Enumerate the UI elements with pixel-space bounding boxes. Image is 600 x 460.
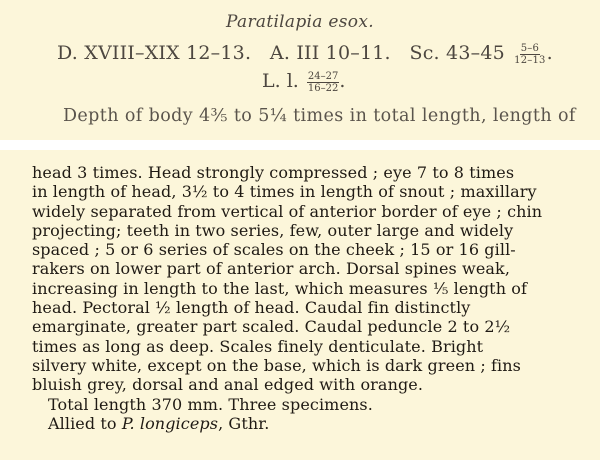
allied-suffix: , Gthr. — [218, 413, 270, 433]
lateral-line-label: L. l. — [262, 70, 299, 92]
text-line: increasing in length to the last, which measures ⅕ length of — [32, 278, 528, 298]
description-text — [32, 163, 582, 433]
text-line: emarginate, greater part scaled. Caudal peduncle 2 to 2½ — [32, 317, 511, 337]
lateral-line-fraction — [307, 71, 339, 94]
scales-fraction-denominator: 12–13 — [514, 54, 546, 66]
text-line: silvery white, except on the base, which is dark green ; fins — [32, 355, 521, 375]
text-line: projecting; teeth in two series, few, outer large and widely — [32, 220, 514, 240]
scales-fraction — [513, 43, 546, 66]
anal-formula: A. III 10–11. — [269, 42, 391, 64]
text-line: bluish grey, dorsal and anal edged with orange. — [32, 375, 424, 395]
ll-fraction-numerator: 24–27 — [307, 70, 339, 82]
text-line: head. Pectoral ½ length of head. Caudal fin distinctly — [32, 298, 471, 318]
depth-line: Depth of body 4⅗ to 5¼ times in total length, length of — [63, 106, 576, 126]
ll-fraction-denominator: 16–22 — [307, 82, 339, 94]
total-length-line: Total length 370 mm. Three specimens. — [48, 394, 373, 414]
lateral-line-formula — [262, 70, 345, 94]
text-line: head 3 times. Head strongly compressed ; eye 7 to 8 times — [32, 163, 515, 182]
text-line: widely separated from vertical of anterior border of eye ; chin — [32, 201, 543, 221]
text-line: spaced ; 5 or 6 series of scales on the cheek ; 15 or 16 gill- — [32, 240, 516, 260]
allied-line — [32, 414, 582, 433]
scales-fraction-numerator: 5–6 — [520, 42, 540, 54]
text-line: rakers on lower part of anterior arch. Dorsal spines weak, — [32, 259, 511, 279]
formula-trailing-period: . — [546, 42, 553, 64]
scales-formula: Sc. 43–45 — [409, 42, 505, 64]
fin-formula — [57, 42, 553, 66]
ll-trailing-period: . — [339, 70, 346, 92]
species-title: Paratilapia esox. — [226, 12, 374, 32]
text-line: times as long as deep. Scales finely denticulate. Bright — [32, 336, 484, 356]
top-page-fragment — [0, 0, 600, 140]
text-line: in length of head, 3½ to 4 times in length of snout ; maxillary — [32, 182, 537, 202]
allied-prefix: Allied to — [48, 413, 122, 433]
dorsal-formula: D. XVIII–XIX 12–13. — [57, 42, 252, 64]
allied-species-name: P. longiceps — [121, 413, 219, 433]
